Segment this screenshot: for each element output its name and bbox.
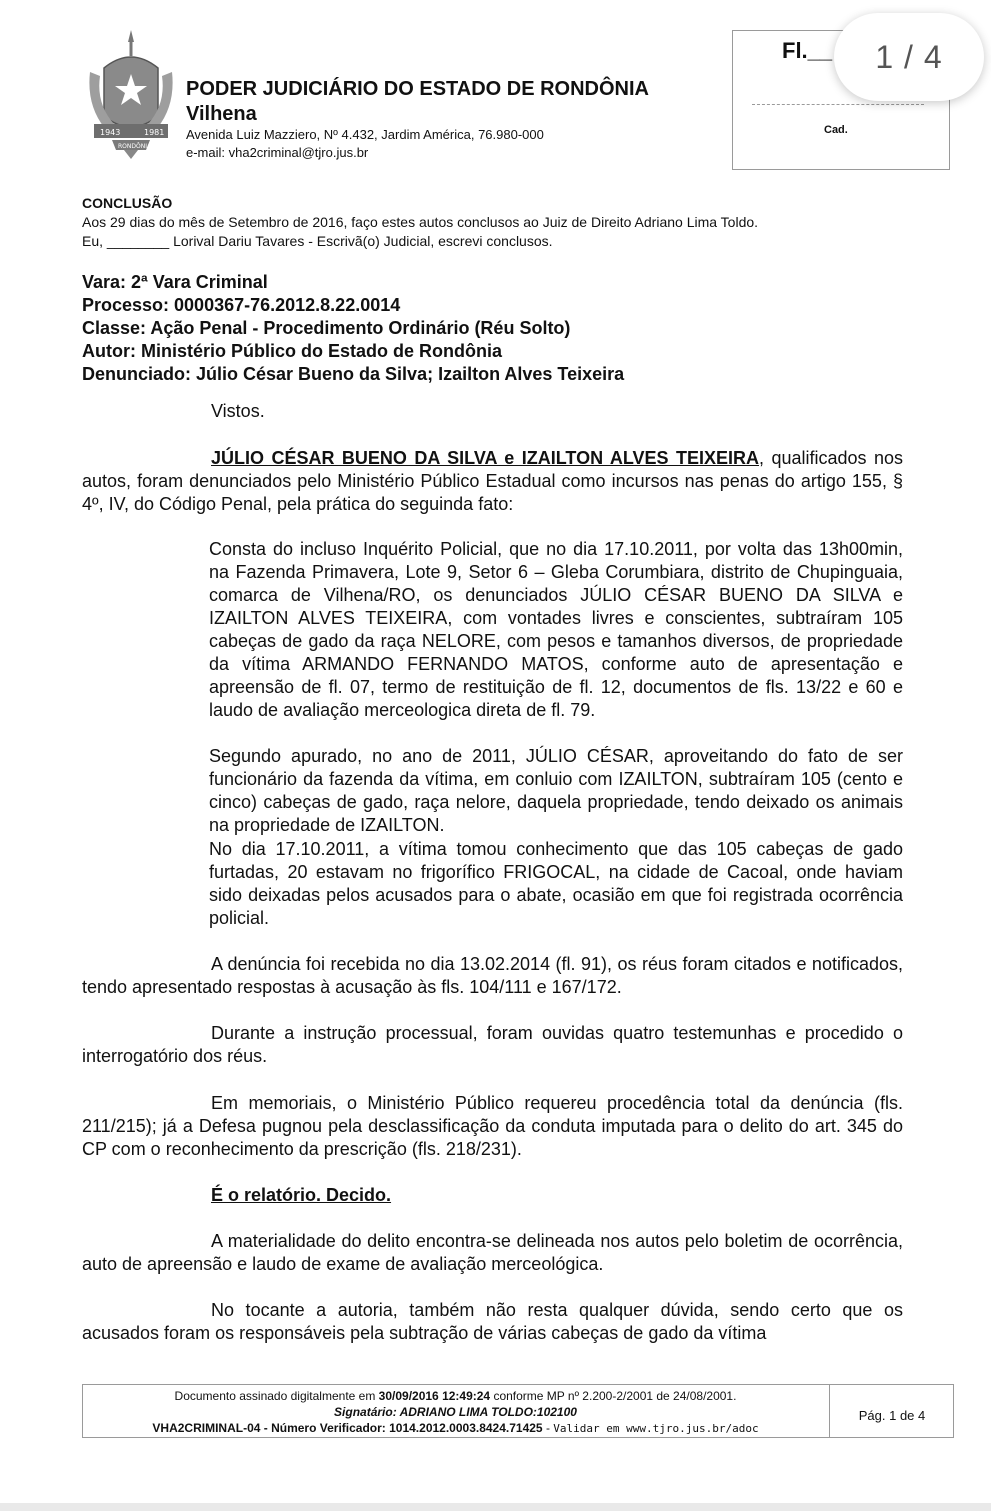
case-classe: Classe: Ação Penal - Procedimento Ordinário (Réu Solto) bbox=[82, 318, 571, 338]
footer-page-number: Pág. 1 de 4 bbox=[858, 1408, 926, 1423]
svg-text:RONDÔNIA: RONDÔNIA bbox=[118, 143, 152, 150]
page-indicator: 1 / 4 bbox=[834, 13, 984, 101]
cad-label: Cad. bbox=[824, 124, 848, 136]
relatorio-heading bbox=[82, 1184, 903, 1207]
footer-signed-line bbox=[82, 1389, 829, 1403]
folio-label: Fl.__ bbox=[782, 38, 833, 63]
stamp-line bbox=[752, 104, 924, 105]
footer-signatory: Signatário: ADRIANO LIMA TOLDO:102100 bbox=[334, 1405, 577, 1419]
paragraph-autoria: No tocante a autoria, também não resta qualquer dúvida, sendo certo que os acusados foram os responsáveis pela subtração de várias cabeças de gado da vítima bbox=[82, 1300, 903, 1343]
case-autor: Autor: Ministério Público do Estado de Rondônia bbox=[82, 341, 502, 361]
svg-text:1943: 1943 bbox=[100, 128, 121, 137]
paragraph-materialidade: A materialidade do delito encontra-se delineada nos autos pelo boletim de ocorrência, auto de apreensão e laudo de exame de avaliação merceológica. bbox=[82, 1231, 903, 1274]
coat-of-arms-logo bbox=[84, 28, 178, 160]
svg-text:1981: 1981 bbox=[144, 128, 165, 137]
bottom-bar bbox=[0, 1503, 991, 1511]
conclusao-line-1: Aos 29 dias do mês de Setembro de 2016, faço estes autos conclusos ao Juiz de Direito Adriano Lima Toldo. bbox=[82, 214, 759, 230]
case-processo: Processo: 0000367-76.2012.8.22.0014 bbox=[82, 295, 401, 315]
case-vara: Vara: 2ª Vara Criminal bbox=[82, 272, 268, 292]
footer-verifier-code: VHA2CRIMINAL-04 - Número Verificador: 1014.2012.0003.8424.71425 bbox=[152, 1421, 543, 1435]
paragraph-denuncia: A denúncia foi recebida no dia 13.02.2014 (fl. 91), os réus foram citados e notificados, tendo apresentado respostas à acusação às fls. 104/111 e 167/172. bbox=[82, 954, 903, 997]
vistos: Vistos. bbox=[211, 401, 265, 421]
paragraph-instrucao: Durante a instrução processual, foram ouvidas quatro testemunhas e procedido o interrogatório dos réus. bbox=[82, 1023, 903, 1066]
email: e-mail: vha2criminal@tjro.jus.br bbox=[186, 145, 369, 160]
quote-paragraph-2: Segundo apurado, no ano de 2011, JÚLIO CÉSAR, aproveitando do fato de ser funcionário da fazenda da vítima, em conluio com IZAILTON, subtraíram 105 (cento e cinco) cabeças de gado, raça nelore, daquela propriedade, tendo deixado os animais na propriedade de IZAILTON. bbox=[209, 746, 903, 835]
footer-validate-link[interactable]: Validar em www.tjro.jus.br/adoc bbox=[553, 1422, 759, 1435]
case-denunciado: Denunciado: Júlio César Bueno da Silva; Izailton Alves Teixeira bbox=[82, 364, 625, 384]
paragraph-memoriais: Em memoriais, o Ministério Público requereu procedência total da denúncia (fls. 211/215); já a Defesa pugnou pela desclassificação da conduta imputada para o delito do art. 345 do CP com o reconhecimento da prescrição (fls. 218/231). bbox=[82, 1093, 903, 1159]
footer-signed-date: 30/09/2016 12:49:24 bbox=[378, 1389, 491, 1403]
org-name: PODER JUDICIÁRIO DO ESTADO DE RONDÔNIA bbox=[186, 78, 649, 100]
address: Avenida Luiz Mazziero, Nº 4.432, Jardim América, 76.980-000 bbox=[186, 127, 544, 142]
conclusao-title: CONCLUSÃO bbox=[82, 195, 173, 211]
paragraph-accused bbox=[82, 447, 903, 516]
quote-paragraph-1: Consta do incluso Inquérito Policial, que no dia 17.10.2011, por volta das 13h00min, na Fazenda Primavera, Lote 9, Setor 6 – Gleba Corumbiara, distrito de Chupinguaia, comarca de Vilhena/RO, os denunciados JÚLIO CÉSAR BUENO DA SILVA e IZAILTON ALVES TEIXEIRA, com vontades livres e conscientes, subtraíram 105 cabeças de gado da raça NELORE, com pesos e tamanhos diversos, de propriedade da vítima ARMANDO FERNANDO MATOS, conforme auto de apresentação e apreensão de fl. 07, termo de restituição de fl. 12, documentos de fls. 13/22 e 60 e laudo de avaliação merceologica direta de fl. 79. bbox=[209, 539, 903, 720]
quote-paragraph-3: No dia 17.10.2011, a vítima tomou conhecimento que das 105 cabeças de gado furtadas, 20 estavam no frigorífico FRIGOCAL, na cidade de Cacoal, onde haviam sido deixadas pelos acusados para o abate, ocasião em que foi registrada ocorrência policial. bbox=[209, 839, 903, 928]
footer-signed-pre: Documento assinado digitalmente em bbox=[174, 1389, 379, 1403]
paragraph-accused-text: , qualificados nos autos, foram denunciados pelo Ministério Público Estadual como incursos nas penas do artigo 155, § 4º, IV, do Código Penal, pela prática do seguinda fato: bbox=[82, 448, 903, 514]
footer-signed-post: conforme MP nº 2.200-2/2001 de 24/08/2001. bbox=[490, 1389, 737, 1403]
footer-verifier-line bbox=[82, 1421, 829, 1435]
conclusao-line-2: Eu, ________ Lorival Dariu Tavares - Escrivã(o) Judicial, escrevi conclusos. bbox=[82, 233, 553, 249]
relatorio-text: É o relatório. Decido. bbox=[211, 1185, 392, 1205]
accused-names: JÚLIO CÉSAR BUENO DA SILVA e IZAILTON ALVES TEIXEIRA bbox=[211, 448, 759, 468]
footer-separator: - bbox=[542, 1421, 554, 1435]
city-name: Vilhena bbox=[186, 103, 257, 125]
